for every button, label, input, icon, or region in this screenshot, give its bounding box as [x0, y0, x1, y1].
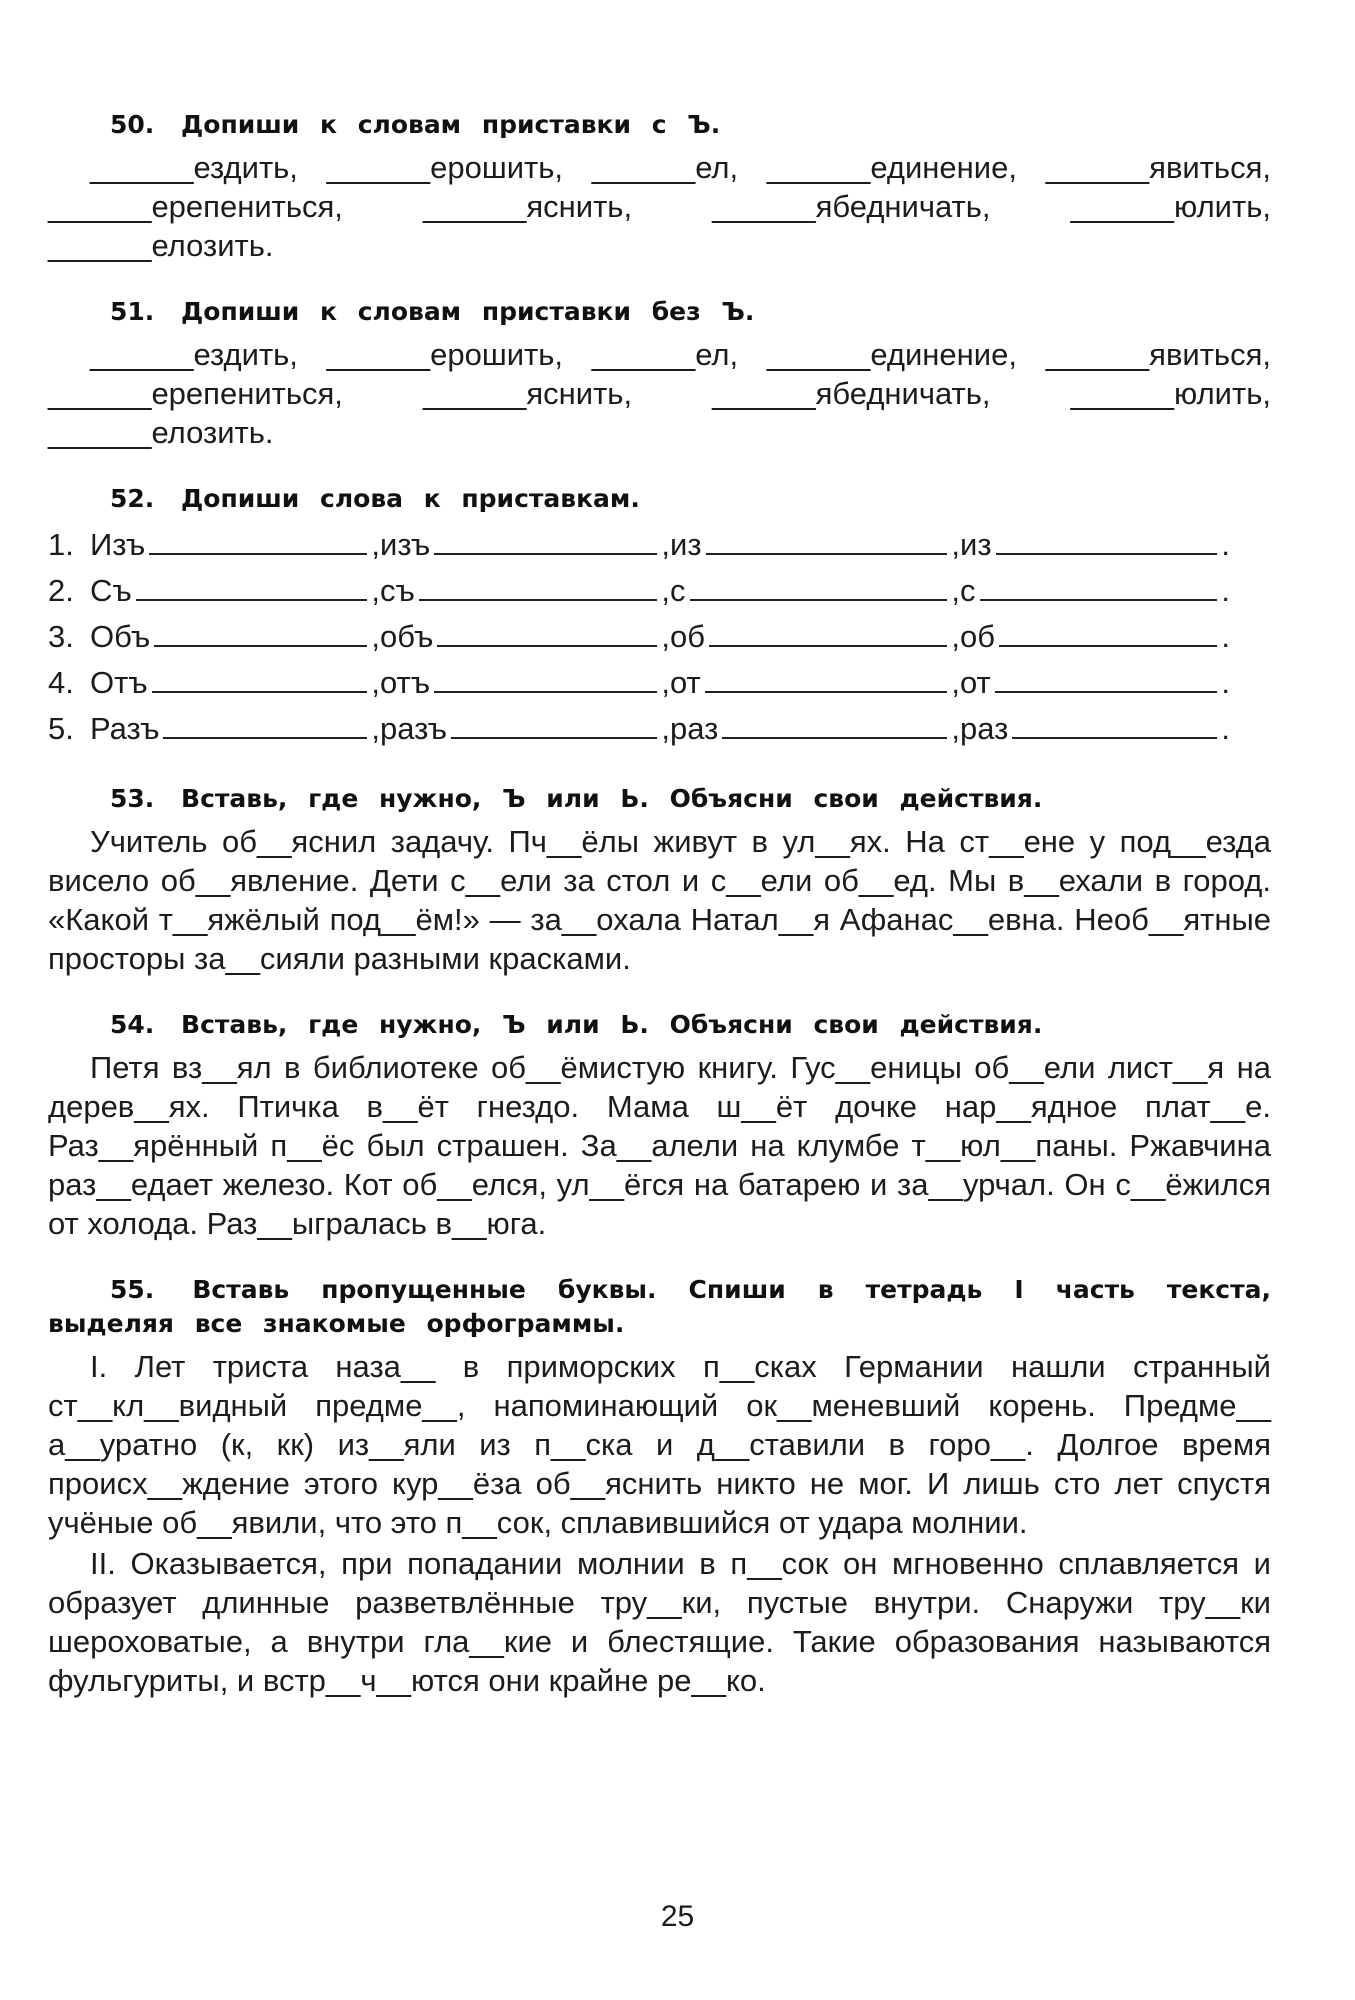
row-number: 4. — [48, 665, 74, 700]
answer-line — [149, 527, 367, 555]
answer-line — [980, 573, 1218, 601]
prefix-cell — [960, 706, 1230, 752]
comma: , — [951, 573, 960, 608]
comma: , — [951, 711, 960, 746]
answer-line — [999, 619, 1217, 647]
page-number: 25 — [660, 1900, 695, 1933]
prefix-label: с — [960, 573, 976, 608]
prefix-cell — [960, 568, 1230, 614]
exercise-heading — [48, 782, 1271, 816]
prefix-cell — [960, 522, 1230, 568]
exercise-title: Допиши слова к приставкам. — [181, 484, 640, 513]
word-blank: ______ерошить, — [326, 337, 563, 372]
dot: . — [1221, 573, 1230, 608]
exercise-number: 53. — [110, 784, 155, 813]
prefix-label: раз — [670, 711, 719, 746]
prefix-cell — [670, 522, 960, 568]
comma: , — [661, 619, 670, 654]
word-list — [48, 335, 1271, 452]
exercise-53 — [48, 782, 1271, 978]
answer-line — [434, 665, 657, 693]
prefix-cell — [380, 614, 670, 660]
prefix-label: Съ — [90, 573, 132, 608]
prefix-table — [48, 522, 1271, 752]
comma: , — [661, 711, 670, 746]
comma: , — [661, 573, 670, 608]
comma: , — [371, 573, 380, 608]
prefix-label: изъ — [380, 527, 431, 562]
comma: , — [371, 711, 380, 746]
comma: , — [371, 665, 380, 700]
prefix-cell — [670, 706, 960, 752]
exercise-heading — [48, 295, 1271, 329]
prefix-label: из — [960, 527, 992, 562]
exercise-number: 52. — [110, 484, 155, 513]
dot: . — [1221, 711, 1230, 746]
answer-line — [995, 665, 1218, 693]
answer-line — [163, 711, 367, 739]
word-blank: ______явиться, — [1045, 337, 1271, 372]
answer-line — [434, 527, 657, 555]
text-part-one: I. Лет триста наза__ в приморских п__сках Германии нашли странный ст__кл__видный предме__, напоминающий ок__меневший корень. Предме__ а__уратно (к, кк) из__яли из п__ска и д__ставили в горо__. Долгое время происх__ждение этого кур__ёза об__яснить никто не мог. И лишь сто лет спустя учёные об__явили, что это п__сок, сплавившийся от удара молнии. — [48, 1349, 1271, 1540]
word-blank: ______яснить, — [422, 376, 633, 411]
word-blank: ______елозить. — [48, 228, 274, 263]
exercise-text: Учитель об__яснил задачу. Пч__ёлы живут в ул__ях. На ст__ене у под__езда висело об__явление. Дети с__ели за стол и с__ели об__ед. Мы в__ехали в город. «Какой т__яжёлый под__ём!» — за__охала Натал__я Афанас__евна. Необ__ятные просторы за__сияли разными красками. — [48, 824, 1271, 976]
prefix-label: об — [960, 619, 995, 654]
answer-line — [996, 527, 1218, 555]
comma: , — [951, 665, 960, 700]
comma: , — [951, 527, 960, 562]
exercise-title: Вставь пропущенные буквы. Спиши в тетрадь I часть текста, выделяя все знакомые орфограммы. — [48, 1275, 1271, 1338]
prefix-label: объ — [380, 619, 434, 654]
prefix-cell — [90, 522, 380, 568]
word-row — [48, 148, 1271, 187]
row-number: 1. — [48, 527, 74, 562]
exercise-heading — [48, 108, 1271, 142]
row-number: 5. — [48, 711, 74, 746]
exercise-heading — [48, 1008, 1271, 1042]
word-blank: ______единение, — [766, 150, 1017, 185]
comma: , — [371, 619, 380, 654]
word-blank: ______юлить, — [1070, 376, 1271, 411]
prefix-label: Разъ — [90, 711, 160, 746]
prefix-label: отъ — [380, 665, 431, 700]
answer-line — [136, 573, 368, 601]
prefix-cell — [90, 614, 380, 660]
comma: , — [661, 665, 670, 700]
dot: . — [1221, 619, 1230, 654]
prefix-label: с — [670, 573, 686, 608]
word-blank: ______ерепениться, — [48, 189, 343, 224]
prefix-cell — [380, 706, 670, 752]
prefix-label: от — [960, 665, 991, 700]
prefix-cell — [90, 706, 380, 752]
prefix-label: Изъ — [90, 527, 146, 562]
prefix-cell — [670, 660, 960, 706]
word-list — [48, 148, 1271, 265]
answer-line — [419, 573, 658, 601]
answer-line — [1012, 711, 1217, 739]
prefix-cell — [90, 568, 380, 614]
prefix-cell — [380, 568, 670, 614]
word-blank: ______ездить, — [90, 150, 298, 185]
dot: . — [1221, 527, 1230, 562]
prefix-label: раз — [960, 711, 1009, 746]
word-blank: ______елозить. — [48, 415, 274, 450]
word-blank: ______юлить, — [1070, 189, 1271, 224]
prefix-row — [48, 522, 1271, 568]
exercise-50 — [48, 108, 1271, 265]
prefix-cell — [380, 660, 670, 706]
exercise-heading — [48, 482, 1271, 516]
prefix-label: из — [670, 527, 702, 562]
prefix-cell — [960, 614, 1230, 660]
answer-line — [706, 527, 948, 555]
prefix-label: Объ — [90, 619, 151, 654]
answer-line — [705, 665, 948, 693]
prefix-cell — [670, 568, 960, 614]
prefix-cell — [960, 660, 1230, 706]
word-row — [48, 413, 1271, 452]
comma: , — [661, 527, 670, 562]
answer-line — [152, 665, 368, 693]
prefix-row — [48, 660, 1271, 706]
word-row — [48, 374, 1271, 413]
exercise-text: Петя вз__ял в библиотеке об__ёмистую книгу. Гус__еницы об__ели лист__я на дерев__ях. Птичка в__ёт гнездо. Мама ш__ёт дочке нар__ядное плат__е. Раз__ярённый п__ёс был страшен. За__алели на клумбе т__юл__паны. Ржавчина раз__едает железо. Кот об__елся, ул__ёгся на батарею и за__урчал. Он с__ёжился от холода. Раз__ыгралась в__юга. — [48, 1050, 1271, 1241]
row-number: 2. — [48, 573, 74, 608]
dot: . — [1221, 665, 1230, 700]
word-blank: ______ябедничать, — [712, 376, 991, 411]
prefix-label: съ — [380, 573, 415, 608]
exercise-heading — [48, 1273, 1271, 1341]
word-blank: ______ел, — [591, 150, 739, 185]
exercise-title: Вставь, где нужно, Ъ или Ь. Объясни свои действия. — [181, 1010, 1043, 1039]
exercise-title: Вставь, где нужно, Ъ или Ь. Объясни свои действия. — [181, 784, 1043, 813]
answer-line — [437, 619, 657, 647]
answer-line — [690, 573, 948, 601]
word-blank: ______ездить, — [90, 337, 298, 372]
prefix-row — [48, 614, 1271, 660]
answer-line — [709, 619, 947, 647]
exercise-51 — [48, 295, 1271, 452]
exercise-number: 50. — [110, 110, 155, 139]
prefix-cell — [380, 522, 670, 568]
answer-line — [154, 619, 367, 647]
answer-line — [451, 711, 657, 739]
comma: , — [951, 619, 960, 654]
prefix-cell — [670, 614, 960, 660]
exercise-number: 54. — [110, 1010, 155, 1039]
exercise-54 — [48, 1008, 1271, 1243]
text-part-two: II. Оказывается, при попадании молнии в п__сок он мгновенно сплавляется и образует длинные разветвлённые тру__ки, пустые внутри. Снаружи тру__ки шероховатые, а внутри гла__кие и блестящие. Такие образования называются фульгуриты, и встр__ч__ются они крайне ре__ко. — [48, 1546, 1271, 1698]
exercise-52 — [48, 482, 1271, 752]
word-blank: ______единение, — [766, 337, 1017, 372]
word-row — [48, 226, 1271, 265]
word-blank: ______явиться, — [1045, 150, 1271, 185]
prefix-row — [48, 568, 1271, 614]
prefix-label: разъ — [380, 711, 448, 746]
word-blank: ______ерепениться, — [48, 376, 343, 411]
comma: , — [371, 527, 380, 562]
word-blank: ______яснить, — [422, 189, 633, 224]
word-row — [48, 187, 1271, 226]
word-row — [48, 335, 1271, 374]
prefix-cell — [90, 660, 380, 706]
prefix-label: от — [670, 665, 701, 700]
exercise-title: Допиши к словам приставки без Ъ. — [181, 297, 755, 326]
exercise-title: Допиши к словам приставки с Ъ. — [181, 110, 721, 139]
answer-line — [722, 711, 947, 739]
exercise-55 — [48, 1273, 1271, 1700]
word-blank: ______ерошить, — [326, 150, 563, 185]
prefix-label: Отъ — [90, 665, 148, 700]
exercise-number: 51. — [110, 297, 155, 326]
word-blank: ______ел, — [591, 337, 739, 372]
row-number: 3. — [48, 619, 74, 654]
prefix-row — [48, 706, 1271, 752]
word-blank: ______ябедничать, — [712, 189, 991, 224]
exercise-number: 55. — [110, 1275, 155, 1304]
prefix-label: об — [670, 619, 705, 654]
